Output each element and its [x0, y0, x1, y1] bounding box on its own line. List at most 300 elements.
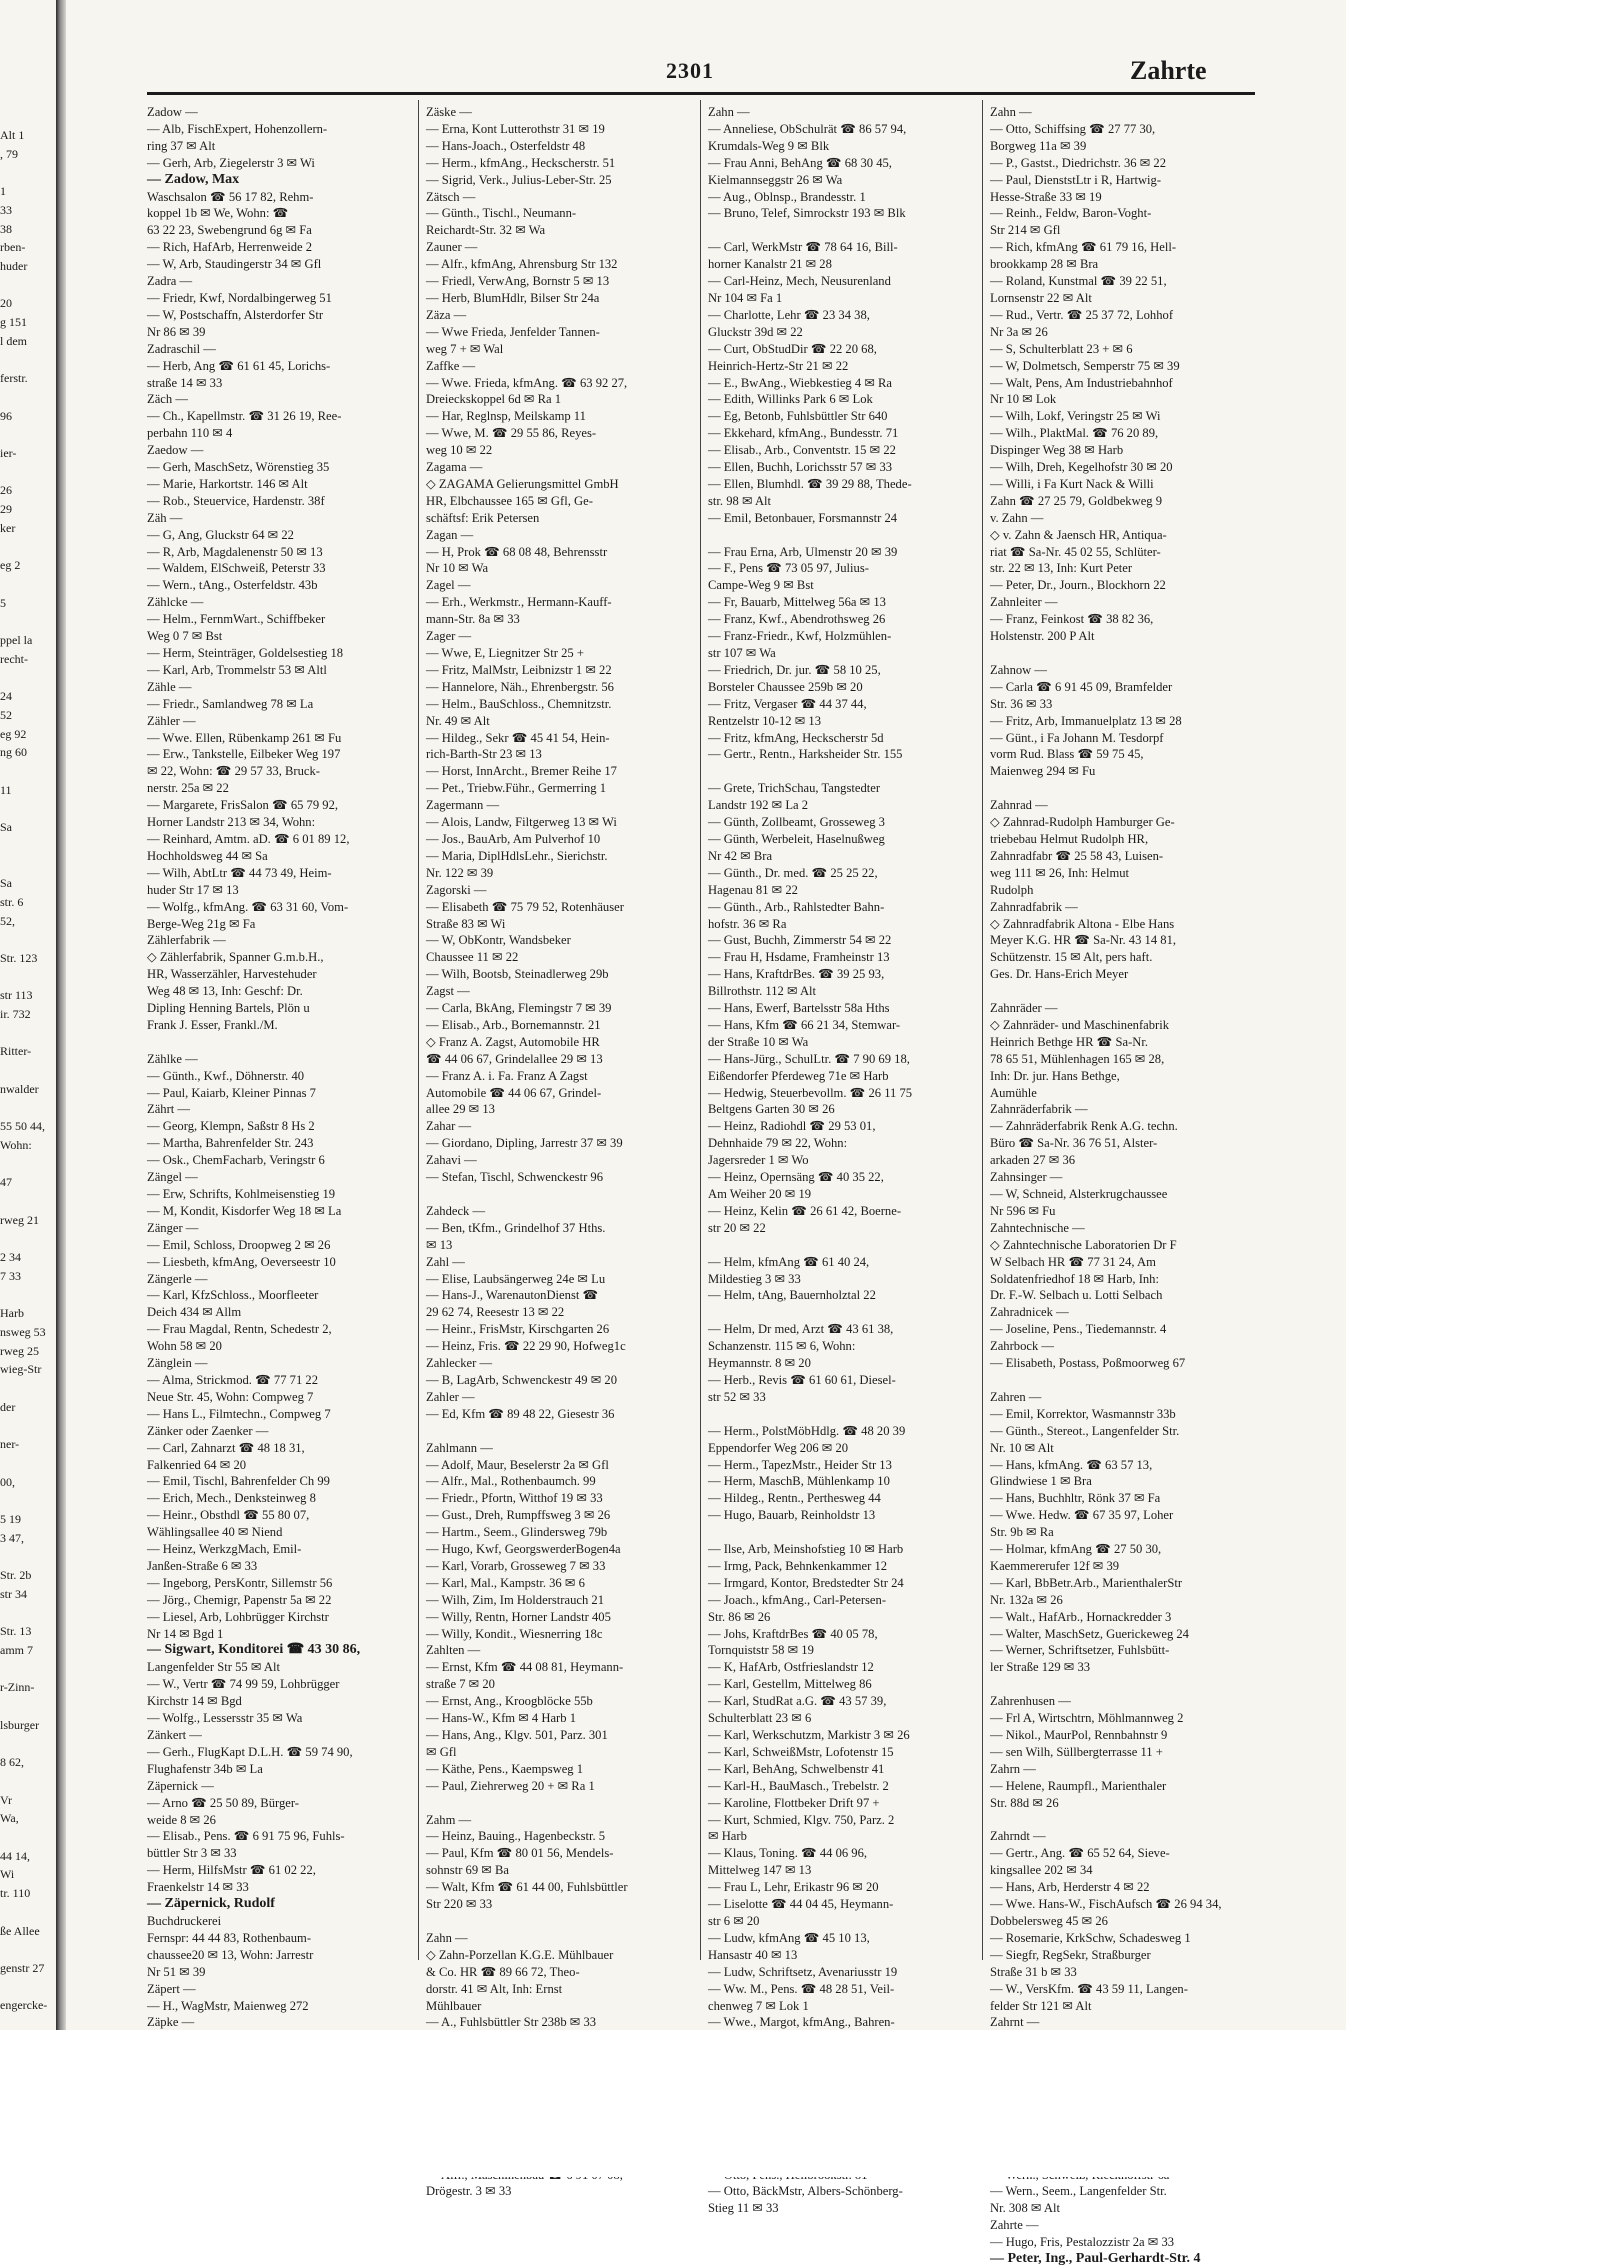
directory-entry-line: — Walt., HafArb., Hornackredder 3	[990, 1609, 1172, 1624]
directory-entry-line: — Sigrid, Verk., Julius-Leber-Str. 25	[426, 172, 612, 187]
directory-entry-line: — Heinz, Fris. ☎ 22 29 90, Hofweg1c	[426, 1339, 626, 1354]
directory-entry-line: sohnstr 69 ✉ Ba	[426, 1863, 509, 1878]
directory-entry-line: — Erich, Mech., Denksteinweg 8	[147, 1491, 316, 1506]
surname-heading: Zagermann —	[426, 798, 500, 813]
directory-entry-line: Dr. F.-W. Selbach u. Lotti Selbach	[990, 1288, 1163, 1303]
directory-entry-line: Inh: Dr. jur. Hans Bethge,	[990, 1068, 1120, 1083]
previous-page-fragment	[0, 1192, 56, 1211]
previous-page-fragment: r-Zinn-	[0, 1680, 35, 1695]
previous-page-fragment	[0, 762, 56, 781]
directory-entry-line: HR, Wasserzähler, Harvestehuder	[147, 967, 317, 982]
surname-heading: Zaedow —	[147, 443, 204, 458]
directory-entry-line: Borgweg 11a ✉ 39	[990, 138, 1087, 153]
directory-entry-line: perbahn 110 ✉ 4	[147, 426, 233, 441]
previous-page-fragment	[0, 1229, 56, 1248]
surname-heading: Zahnrad —	[990, 798, 1048, 813]
directory-entry-line: — Helm, Dr med, Arzt ☎ 43 61 38,	[708, 1322, 894, 1337]
directory-entry-line: — Ernst, Ang., Kroogblöcke 55b	[426, 1694, 593, 1709]
previous-page-fragment: 26	[0, 483, 12, 498]
directory-entry-line: — W, Arb, Staudingerstr 34 ✉ Gfl	[147, 257, 322, 272]
directory-entry-line: — Hugo, Fris, Pestalozzistr 2a ✉ 33	[990, 2235, 1175, 2250]
directory-entry-line: — Frau Anni, BehAng ☎ 68 30 45,	[708, 155, 892, 170]
directory-entry-line: — Ludw, kfmAng ☎ 45 10 13,	[708, 1930, 870, 1945]
directory-entry-line: Krumdals-Weg 9 ✉ Blk	[708, 138, 830, 153]
directory-entry-line: — Karl, BehAng, Schwelbenstr 41	[708, 1761, 885, 1776]
directory-entry-line: — W, Postschaffn, Alsterdorfer Str	[147, 307, 324, 322]
directory-entry-line: — Alois, Landw, Filtgerweg 13 ✉ Wi	[426, 815, 617, 830]
directory-entry-line: — Herm., kfmAng., Heckscherstr. 51	[426, 155, 616, 170]
previous-page-fragment: ng 60	[0, 745, 27, 760]
directory-entry-line: — Ellen, Buchh, Lorichsstr 57 ✉ 33	[708, 460, 893, 475]
directory-entry-line: Nr. 122 ✉ 39	[426, 865, 494, 880]
previous-page-fragment: ppel la	[0, 632, 33, 647]
previous-page-fragment: tr. 110	[0, 1886, 31, 1901]
directory-entry-line	[147, 1034, 415, 1051]
directory-entry-line: Dispinger Weg 38 ✉ Harb	[990, 443, 1124, 458]
previous-page-fragment: g 151	[0, 315, 27, 330]
previous-page-fragment: nwalder	[0, 1081, 39, 1096]
directory-entry-line: ◇ Zählerfabrik, Spanner G.m.b.H.,	[147, 950, 324, 965]
directory-entry-line: Campe-Weg 9 ✉ Bst	[708, 578, 814, 593]
running-head: Zahrte	[1130, 56, 1207, 85]
directory-entry-line: büttler Str 3 ✉ 33	[147, 1846, 237, 1861]
directory-entry-line: — Eg, Betonb, Fuhlsbüttler Str 640	[708, 409, 888, 424]
directory-entry-line: Berge-Weg 21g ✉ Fa	[147, 916, 256, 931]
previous-page-fragment	[0, 1379, 56, 1398]
directory-entry-line: — Helene, Raumpfl., Marienthaler	[990, 1778, 1167, 1793]
directory-entry-line: Heymannstr. 8 ✉ 20	[708, 1356, 811, 1371]
directory-entry-line: ◇ ZAGAMA Gelierungsmittel GmbH	[426, 476, 619, 491]
directory-entry-line: allee 29 ✉ 13	[426, 1102, 495, 1117]
directory-entry-line: — Liesbeth, kfmAng, Oeverseestr 10	[147, 1254, 336, 1269]
directory-entry-line: ler Straße 129 ✉ 33	[990, 1660, 1091, 1675]
directory-entry-line: ◇ Zahnrad-Rudolph Hamburger Ge-	[990, 815, 1175, 830]
directory-entry-line: — Walt, Kfm ☎ 61 44 00, Fuhlsbüttler	[426, 1880, 628, 1895]
directory-entry-line: Deich 434 ✉ Allm	[147, 1305, 242, 1320]
directory-entry-line: — Friedr, Kwf, Nordalbingerweg 51	[147, 290, 332, 305]
directory-entry-line: — Günth, Werbeleit, Haselnußweg	[708, 831, 885, 846]
surname-heading: Zahrenhusen —	[990, 1694, 1071, 1709]
directory-entry-line: — Hans-Joach., Osterfeldstr 48	[426, 138, 586, 153]
directory-entry-line: — Franz-Friedr., Kwf, Holzmühlen-	[708, 629, 892, 644]
directory-entry-line: — Günth., Tischl., Neumann-	[426, 206, 577, 221]
previous-page-fragment: Sa	[0, 876, 12, 891]
directory-entry-line: — Hans, Kfm ☎ 66 21 34, Stemwar-	[708, 1017, 901, 1032]
surname-heading: Zählcke —	[147, 595, 204, 610]
directory-entry-line: Mühlbauer	[426, 1998, 482, 2013]
surname-heading: Zähle —	[147, 679, 192, 694]
directory-entry-line: — R, Arb, Magdalenenstr 50 ✉ 13	[147, 544, 323, 559]
directory-entry-line: Buchdruckerei	[147, 1913, 222, 1928]
directory-entry-line: riat ☎ Sa-Nr. 45 02 55, Schlüter-	[990, 544, 1161, 559]
directory-entry-line: Aumühle	[990, 1085, 1037, 1100]
surname-heading: Zängerle —	[147, 1271, 208, 1286]
previous-page-fragment: , 79	[0, 146, 18, 161]
directory-entry-line: — Georg, Klempn, Saßstr 8 Hs 2	[147, 1119, 315, 1134]
directory-entry-line: — Karl, Vorarb, Grosseweg 7 ✉ 33	[426, 1558, 606, 1573]
directory-entry-line: chaussee20 ✉ 13, Wohn: Jarrestr	[147, 1947, 314, 1962]
directory-entry-line: — Erw, Schrifts, Kohlmeisenstieg 19	[147, 1187, 336, 1201]
directory-entry-line: Dehnhaide 79 ✉ 22, Wohn:	[708, 1136, 848, 1151]
directory-entry-line: Heinrich-Hertz-Str 21 ✉ 22	[708, 358, 849, 373]
directory-entry-line: — S, Schulterblatt 23 + ✉ 6	[990, 341, 1133, 356]
surname-heading: Zahren —	[990, 1389, 1042, 1404]
directory-entry-line: — Wern., Seem., Langenfelder Str.	[990, 2184, 1167, 2199]
directory-entry-line: — Willi, i Fa Kurt Nack & Willi	[990, 476, 1154, 491]
directory-entry-line: Nr 104 ✉ Fa 1	[708, 290, 783, 305]
directory-entry-line: — W., Vertr ☎ 74 99 59, Lohbrügger	[147, 1677, 340, 1692]
surname-heading: Zagama —	[426, 460, 483, 475]
directory-entry-line: — Siegfr, RegSekr, Straßburger	[990, 1947, 1151, 1962]
directory-entry-line: — Günth., Stereot., Langenfelder Str.	[990, 1423, 1180, 1438]
directory-entry-line: triebebau Helmut Rudolph HR,	[990, 831, 1149, 846]
directory-entry-line	[708, 1524, 976, 1541]
directory-entry-line: — Gust., Dreh, Rumpffsweg 3 ✉ 26	[426, 1508, 611, 1523]
directory-entry-line: — Friedr., Pfortn, Witthof 19 ✉ 33	[426, 1491, 603, 1506]
directory-entry-line: — Liselotte ☎ 44 04 45, Heymann-	[708, 1897, 894, 1912]
directory-entry-line: Nr 14 ✉ Bgd 1	[147, 1626, 224, 1641]
directory-entry-line: — Friedrich, Dr. jur. ☎ 58 10 25,	[708, 662, 881, 677]
previous-page-fragment	[0, 1024, 56, 1043]
surname-heading: Zager —	[426, 629, 472, 644]
directory-entry-line: — Karl, Arb, Trommelstr 53 ✉ Altl	[147, 662, 327, 677]
surname-heading: Zadraschil —	[147, 341, 216, 356]
directory-entry-line	[426, 1795, 694, 1812]
directory-entry-line: — Karl, BbBetr.Arb., MarienthalerStr	[990, 1575, 1183, 1590]
previous-page-fragment: ker	[0, 520, 16, 535]
directory-entry-line: — Ed, Kfm ☎ 89 48 22, Giesestr 36	[426, 1406, 615, 1421]
directory-entry-line: ring 37 ✉ Alt	[147, 138, 216, 153]
directory-entry-line: chenweg 7 ✉ Lok 1	[708, 1998, 809, 2013]
directory-entry-line: ◇ Zahn-Porzellan K.G.E. Mühlbauer	[426, 1947, 614, 1962]
previous-page-fragment	[0, 350, 56, 369]
surname-heading: Zänker oder Zaenker —	[147, 1423, 269, 1438]
directory-entry-line: — Helm, kfmAng ☎ 61 40 24,	[708, 1254, 870, 1269]
directory-entry-line: — Heinr., Obsthdl ☎ 55 80 07,	[147, 1508, 310, 1523]
previous-page-fragment: Str. 2b	[0, 1568, 32, 1583]
previous-page-fragment: Harb	[0, 1306, 24, 1321]
directory-entry-line: Billrothstr. 112 ✉ Alt	[708, 984, 817, 999]
previous-page-fragment	[0, 575, 56, 594]
directory-entry-line: Reichardt-Str. 32 ✉ Wa	[426, 223, 546, 238]
previous-page-fragment	[0, 537, 56, 556]
directory-entry-line: — Wern., tAng., Osterfeldstr. 43b	[147, 578, 318, 593]
bold-entry-line: — Zadow, Max	[147, 171, 240, 187]
directory-entry-line: Horner Landstr 213 ✉ 34, Wohn:	[147, 815, 316, 830]
directory-entry-line: Hesse-Straße 33 ✉ 19	[990, 189, 1102, 204]
directory-entry-line: — Hans, kfmAng. ☎ 63 57 13,	[990, 1457, 1153, 1472]
directory-entry-line: Str. 86 ✉ 26	[708, 1609, 771, 1624]
directory-entry-line: Nr 42 ✉ Bra	[708, 848, 773, 863]
directory-entry-line: Nr. 49 ✉ Alt	[426, 713, 490, 728]
directory-entry-line: ◇ Zahnräder- und Maschinenfabrik	[990, 1017, 1170, 1032]
directory-entry-line: — Käthe, Pens., Kaempsweg 1	[426, 1761, 584, 1776]
surname-heading: Zäch —	[147, 392, 188, 407]
previous-page-fragment	[0, 1940, 56, 1959]
previous-page-fragment: 11	[0, 782, 12, 797]
directory-entry-line: — Günth., Dr. med. ☎ 25 25 22,	[708, 865, 878, 880]
previous-page-fragment: ferstr.	[0, 371, 28, 386]
directory-entry-line	[708, 1237, 976, 1254]
directory-entry-line: str 20 ✉ 22	[708, 1220, 766, 1235]
directory-entry-line: — W, ObKontr, Wandsbeker	[426, 933, 571, 948]
directory-entry-line: — Elisabeth, Postass, Poßmoorweg 67	[990, 1356, 1186, 1371]
directory-entry-line: — Heinz, Kelin ☎ 26 61 42, Boerne-	[708, 1203, 902, 1218]
previous-page-fragment	[0, 799, 56, 818]
previous-page-fragment: Str. 13	[0, 1624, 32, 1639]
directory-entry-line: Janßen-Straße 6 ✉ 33	[147, 1558, 258, 1573]
directory-entry-line: Str 220 ✉ 33	[426, 1897, 493, 1912]
directory-entry-line: — Grete, TrichSchau, Tangstedter	[708, 781, 881, 796]
directory-entry-line: — Günth., Kwf., Döhnerstr. 40	[147, 1068, 305, 1083]
directory-entry-line: Wählingsallee 40 ✉ Niend	[147, 1525, 283, 1540]
directory-entry-line: 29 62 74, Reesestr 13 ✉ 22	[426, 1305, 565, 1320]
previous-page-fragment: engercke-	[0, 1998, 48, 2013]
directory-entry-line: — Elisabeth ☎ 75 79 52, Rotenhäuser	[426, 899, 624, 914]
directory-entry-line: — Elise, Laubsängerweg 24e ✉ Lu	[426, 1271, 606, 1286]
directory-entry-line: — Heinz, Opernsäng ☎ 40 35 22,	[708, 1170, 884, 1185]
directory-entry-line: — Gertr., Ang. ☎ 65 52 64, Sieve-	[990, 1846, 1170, 1861]
directory-entry-line: — Wwe, M. ☎ 29 55 86, Reyes-	[426, 426, 597, 441]
directory-entry-line: — Gertr., Rentn., Harksheider Str. 155	[708, 747, 903, 762]
directory-entry-line: — Giordano, Dipling, Jarrestr 37 ✉ 39	[426, 1136, 623, 1151]
directory-entry-line: — Aug., Oblnsp., Brandesstr. 1	[708, 189, 866, 204]
surname-heading: Zahntechnische —	[990, 1220, 1085, 1235]
directory-entry-line: — Nikol., MaurPol, Rennbahnstr 9	[990, 1728, 1168, 1742]
directory-entry-line: — Karl, Werkschutzm, Markistr 3 ✉ 26	[708, 1728, 910, 1742]
previous-page-fragment: Str. 123	[0, 950, 38, 965]
directory-entry-line: — Irmgard, Kontor, Bredstedter Str 24	[708, 1575, 904, 1590]
surname-heading: Zagel —	[426, 578, 471, 593]
directory-entry-line: — Osk., ChemFacharb, Veringstr 6	[147, 1153, 325, 1168]
directory-entry-line: huder Str 17 ✉ 13	[147, 882, 239, 897]
directory-entry-line: Wohn 58 ✉ 20	[147, 1339, 222, 1354]
directory-entry-line: felder Str 121 ✉ Alt	[990, 1998, 1092, 2013]
directory-entry-line: — Roland, Kunstmal ☎ 39 22 51,	[990, 274, 1167, 289]
previous-page-fragment	[0, 1286, 56, 1305]
directory-entry-line: Büro ☎ Sa-Nr. 36 76 51, Alster-	[990, 1136, 1158, 1151]
directory-entry-line: HR, Elbchaussee 165 ✉ Gfl, Ge-	[426, 493, 593, 508]
directory-entry-line: — Erna, Kont Lutterothstr 31 ✉ 19	[426, 121, 605, 136]
previous-page-fragment: 8 62,	[0, 1755, 24, 1770]
previous-page-fragment: ner-	[0, 1437, 20, 1452]
directory-entry-line: — Hedwig, Steuerbevollm. ☎ 26 11 75	[708, 1085, 913, 1100]
directory-entry-line	[990, 983, 1258, 1000]
directory-entry-line: — Frau L, Lehr, Erikastr 96 ✉ 20	[708, 1880, 879, 1895]
directory-entry-line: Nr 51 ✉ 39	[147, 1964, 206, 1979]
surname-heading: Zahrbock —	[990, 1339, 1054, 1354]
directory-entry-line: — Herm., PolstMöbHdlg. ☎ 48 20 39	[708, 1423, 906, 1438]
directory-entry-line: — Karl, Gestellm, Mittelweg 86	[708, 1677, 872, 1692]
directory-entry-line: Nr 10 ✉ Lok	[990, 392, 1057, 407]
directory-entry-line: — Carla, BkAng, Flemingstr 7 ✉ 39	[426, 1001, 612, 1016]
previous-page-fragment: Ritter-	[0, 1044, 32, 1059]
directory-entry-line: — Hans, Buchhltr, Rönk 37 ✉ Fa	[990, 1491, 1161, 1506]
directory-entry-line: — F., Pens ☎ 73 05 97, Julius-	[708, 561, 869, 576]
directory-entry-line: — Walter, MaschSetz, Guerickeweg 24	[990, 1626, 1189, 1641]
directory-entry-line	[426, 1423, 694, 1440]
directory-entry-line: — Franz, Kwf., Abendrothsweg 26	[708, 612, 886, 627]
directory-entry-line: nerstr. 25a ✉ 22	[147, 781, 229, 796]
directory-entry-line: — H., WagMstr, Maienweg 272	[147, 1998, 309, 2013]
directory-entry-line: Eppendorfer Weg 206 ✉ 20	[708, 1440, 849, 1455]
directory-entry-line	[990, 645, 1258, 662]
directory-entry-line: — A., Fuhlsbüttler Str 238b ✉ 33	[426, 2015, 597, 2030]
previous-page-fragment: 52,	[0, 913, 15, 928]
page-number: 2301	[666, 58, 714, 83]
previous-page-fragment	[0, 1454, 56, 1473]
directory-entry-line: horner Kanalstr 21 ✉ 28	[708, 257, 832, 272]
directory-entry-line: — Wolfg., kfmAng. ☎ 63 31 60, Vom-	[147, 899, 349, 914]
directory-entry-line: ◇ Zahnradfabrik Altona - Elbe Hans	[990, 916, 1175, 931]
directory-entry-line: — Margarete, FrisSalon ☎ 65 79 92,	[147, 798, 339, 813]
surname-heading: Zahlecker —	[426, 1356, 493, 1371]
surname-heading: Zahnräder —	[990, 1001, 1058, 1016]
directory-entry-line: Mittelweg 147 ✉ 13	[708, 1863, 812, 1878]
previous-page-fragment	[0, 1547, 56, 1566]
directory-entry-line: str. 98 ✉ Alt	[708, 493, 772, 508]
directory-entry-line: — Charlotte, Lehr ☎ 23 34 38,	[708, 307, 870, 322]
directory-entry-line: schäftsf: Erik Petersen	[426, 510, 540, 525]
previous-page-fragment: 3 47,	[0, 1530, 24, 1545]
directory-entry-line: Lornsenstr 22 ✉ Alt	[990, 290, 1092, 305]
directory-entry-line: — Erh., Werkmstr., Hermann-Kauff-	[426, 595, 612, 610]
directory-entry-line: Holstenstr. 200 P Alt	[990, 629, 1095, 644]
directory-entry-line: vorm Rud. Blass ☎ 59 75 45,	[990, 747, 1144, 762]
directory-entry-line: — Ww. M., Pens. ☎ 48 28 51, Veil-	[708, 1981, 895, 1996]
directory-entry-line: weg 111 ✉ 26, Inh: Helmut	[990, 865, 1130, 880]
directory-entry-line: Ges. Dr. Hans-Erich Meyer	[990, 967, 1129, 982]
directory-entry-line: W Selbach HR ☎ 77 31 24, Am	[990, 1254, 1156, 1269]
directory-entry-line: — Rich, HafArb, Herrenweide 2	[147, 240, 313, 255]
directory-entry-line: — E., BwAng., Wiebkestieg 4 ✉ Ra	[708, 375, 893, 390]
directory-entry-line: dorstr. 41 ✉ Alt, Inh: Ernst	[426, 1981, 563, 1996]
previous-page-fragment: 00,	[0, 1474, 15, 1489]
directory-entry-line: — Joseline, Pens., Tiedemannstr. 4	[990, 1322, 1167, 1337]
surname-heading: v. Zahn —	[990, 510, 1044, 525]
directory-entry-line: — Helm., FernmWart., Schiffbeker	[147, 612, 326, 627]
directory-entry-line: — Ben, tKfm., Grindelhof 37 Hths.	[426, 1220, 606, 1235]
surname-heading: Zagan —	[426, 527, 474, 542]
directory-entry-line: — W., VersKfm. ☎ 43 59 11, Langen-	[990, 1981, 1188, 1996]
previous-page-fragment: l dem	[0, 333, 27, 348]
directory-entry-line: — Walt, Pens, Am Industriebahnhof	[990, 375, 1173, 390]
surname-heading: Zahlten —	[426, 1643, 481, 1658]
previous-page-fragment: lsburger	[0, 1717, 40, 1732]
directory-entry-line: Hochholdsweg 44 ✉ Sa	[147, 848, 268, 863]
directory-entry-line: — Paul, Kfm ☎ 80 01 56, Mendels-	[426, 1846, 614, 1861]
directory-entry-line: — Peter, Dr., Journ., Blockhorn 22	[990, 578, 1166, 593]
directory-entry-line: Kaemmererufer 12f ✉ 39	[990, 1558, 1120, 1573]
directory-entry-line: der Straße 10 ✉ Wa	[708, 1034, 809, 1049]
previous-page-fragment: wieg-Str	[0, 1362, 42, 1377]
directory-entry-line: Drögestr. 3 ✉ 33	[426, 2184, 512, 2199]
directory-entry-line: — H, Prok ☎ 68 08 48, Behrensstr	[426, 544, 608, 559]
directory-entry-line: — Alma, Strickmod. ☎ 77 71 22	[147, 1372, 319, 1387]
directory-entry-line: — Wolfg., Lessersstr 35 ✉ Wa	[147, 1711, 303, 1726]
directory-entry-line: — Wwe. Ellen, Rübenkamp 261 ✉ Fu	[147, 730, 342, 745]
surname-heading: Zauner —	[426, 240, 478, 255]
surname-heading: Zagst —	[426, 984, 470, 999]
directory-entry-line: Schulterblatt 23 ✉ 6	[708, 1711, 812, 1726]
directory-entry-line: Kielmannseggstr 26 ✉ Wa	[708, 172, 843, 187]
right-margin	[1346, 0, 1600, 2177]
directory-entry-line: — Ch., Kapellmstr. ☎ 31 26 19, Ree-	[147, 409, 342, 424]
directory-entry-line: — Wwe. Hans-W., FischAufsch ☎ 26 94 34,	[990, 1897, 1222, 1912]
directory-entry-line	[990, 1676, 1258, 1693]
directory-entry-line: — Rud., Vertr. ☎ 25 37 72, Lohhof	[990, 307, 1174, 322]
directory-entry-line: Str. 9b ✉ Ra	[990, 1525, 1054, 1540]
previous-page-fragment	[0, 1061, 56, 1080]
previous-page-fragment: 5 19	[0, 1512, 21, 1527]
directory-entry-line: — Edith, Willinks Park 6 ✉ Lok	[708, 392, 873, 407]
previous-page-fragment	[0, 1772, 56, 1791]
directory-entry-line: — K, HafArb, Ostfrieslandstr 12	[708, 1660, 874, 1675]
directory-entry-line: — Karl, StudRat a.G. ☎ 43 57 39,	[708, 1694, 887, 1709]
directory-entry-line: ☎ 44 06 67, Grindelallee 29 ✉ 13	[426, 1051, 603, 1066]
directory-entry-line: — Frau Magdal, Rentn, Schedestr 2,	[147, 1322, 332, 1337]
directory-entry-line: — Reinhard, Amtm. aD. ☎ 6 01 89 12,	[147, 831, 350, 846]
directory-entry-line: — Paul, DienststLtr i R, Hartwig-	[990, 172, 1162, 187]
directory-entry-line: Frank J. Esser, Frankl./M.	[147, 1017, 278, 1032]
directory-entry-line: — Holmar, kfmAng ☎ 27 50 30,	[990, 1542, 1162, 1557]
directory-entry-line: — Frau H, Hsdame, Framheinstr 13	[708, 950, 890, 965]
directory-entry-line: — Wilh, Dreh, Kegelhofstr 30 ✉ 20	[990, 460, 1173, 475]
directory-entry-line: — Maria, DiplHdlsLehr., Sierichstr.	[426, 848, 608, 863]
surname-heading: Zahn —	[990, 105, 1032, 119]
directory-entry-line: — Wilh, Zim, Im Holderstrauch 21	[426, 1592, 604, 1607]
surname-heading: Zahavi —	[426, 1153, 477, 1168]
directory-entry-line: Fraenkelstr 14 ✉ 33	[147, 1880, 249, 1895]
surname-heading: Zahnsinger —	[990, 1170, 1063, 1185]
directory-entry-line: rich-Barth-Str 23 ✉ 13	[426, 747, 542, 762]
directory-entry-line: Dobbelersweg 45 ✉ 26	[990, 1913, 1108, 1928]
directory-entry-line: — Carl-Heinz, Mech, Neusurenland	[708, 274, 891, 289]
directory-entry-line: Weg 48 ✉ 13, Inh: Geschf: Dr.	[147, 984, 303, 999]
previous-page-fragment: Alt 1	[0, 128, 25, 142]
previous-page-fragment: ir. 732	[0, 1007, 31, 1022]
previous-page-fragment: Wohn:	[0, 1137, 32, 1152]
directory-entry-line: Mildestieg 3 ✉ 33	[708, 1271, 801, 1286]
directory-entry-line: — Gerh., FlugKapt D.L.H. ☎ 59 74 90,	[147, 1744, 353, 1759]
directory-entry-line: Hagenau 81 ✉ 22	[708, 882, 798, 897]
previous-page-fragment: eg 92	[0, 726, 27, 741]
previous-page-fragment	[0, 1978, 56, 1997]
directory-entry-line: — Alb, FischExpert, Hohenzollern-	[147, 121, 328, 136]
directory-entry-line: — Wilh, Bootsb, Steinadlerweg 29b	[426, 967, 609, 982]
directory-entry-line: Rentzelstr 10-12 ✉ 13	[708, 713, 822, 728]
directory-entry-line: — Friedl, VerwAng, Bornstr 5 ✉ 13	[426, 274, 610, 289]
directory-entry-line: — Herm, HilfsMstr ☎ 61 02 22,	[147, 1863, 316, 1878]
directory-entry-line: Nr 86 ✉ 39	[147, 324, 206, 339]
directory-entry-line: — Wwe. Hedw. ☎ 67 35 97, Loher	[990, 1508, 1174, 1523]
previous-page-fragment: ier-	[0, 445, 17, 460]
directory-entry-line: Soldatenfriedhof 18 ✉ Harb, Inh:	[990, 1271, 1159, 1286]
directory-entry-line: — Rosemarie, KrkSchw, Schadesweg 1	[990, 1930, 1191, 1945]
directory-entry-line: & Co. HR ☎ 89 66 72, Theo-	[426, 1964, 580, 1979]
previous-page-fragment: rweg 25	[0, 1343, 39, 1358]
directory-column-1	[147, 104, 415, 2133]
directory-entry-line: — Karl-H., BauMasch., Trebelstr. 2	[708, 1778, 889, 1793]
directory-entry-line: — Wwe, E, Liegnitzer Str 25 +	[426, 646, 584, 660]
directory-entry-line: Tornquiststr 58 ✉ 19	[708, 1643, 814, 1658]
directory-entry-line: — Alfr., Mal., Rothenbaumch. 99	[426, 1474, 596, 1489]
directory-entry-line: — Har, Reglnsp, Meilskamp 11	[426, 409, 586, 424]
directory-entry-line: — Fritz, MalMstr, Leibnizstr 1 ✉ 22	[426, 662, 612, 677]
directory-entry-line: — Hans, KraftdrBes. ☎ 39 25 93,	[708, 967, 885, 982]
directory-entry-line: — Jörg., Chemigr, Papenstr 5a ✉ 22	[147, 1592, 332, 1607]
surname-heading: Zahar —	[426, 1119, 472, 1134]
